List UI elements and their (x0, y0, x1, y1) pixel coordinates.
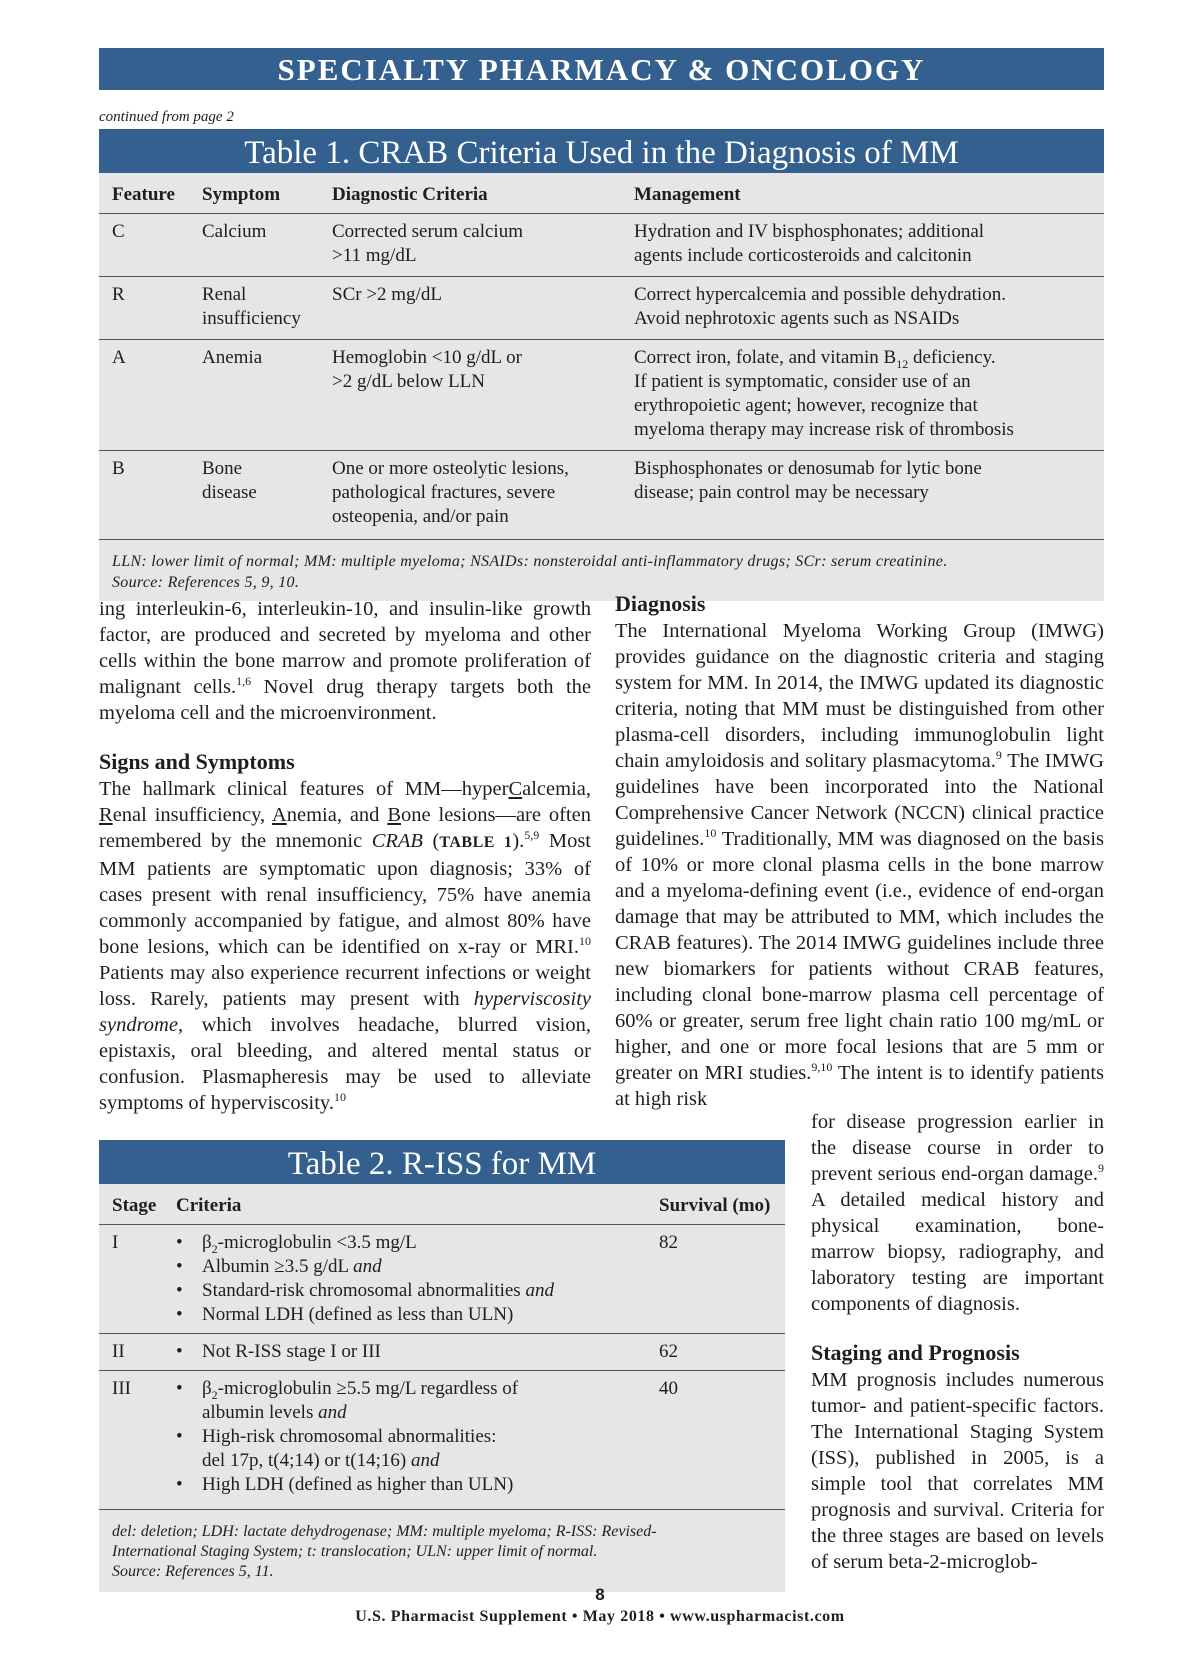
table-2-footnote: del: deletion; LDH: lactate dehydrogenase; MM: multiple myeloma; R-ISS: Revised- International Staging System; t: translocation; ULN: upper limit of normal. Source: References 5, 11. (99, 1509, 785, 1592)
header-criteria: Criteria (176, 1184, 659, 1225)
survival-cell: 62 (659, 1334, 785, 1371)
feature-cell: B (112, 458, 125, 479)
table-row (99, 340, 1104, 451)
table-row (99, 451, 1104, 540)
header-management: Management (634, 173, 1104, 214)
feature-cell: R (99, 277, 202, 340)
criteria-cell: One or more osteolytic lesions, pathological fractures, severe osteopenia, and/or pain (332, 458, 569, 527)
survival-cell: 40 (659, 1378, 678, 1399)
paragraph: The hallmark clinical features of MM—hyperCalcemia, Renal insufficiency, Anemia, and Bone lesions—are often remembered by the mnemonic CRAB (TABLE 1).$^{5,9}$ Most MM patients are symptomatic upon diagnosis; 33% of cases present with renal insufficiency, 75% have anemia commonly accompanied by fatigue, and almost 80% have bone lesions, which can be identified on x-ray or MRI.$^{10}$ Patients may also experience recurrent infections or weight loss. Rarely, patients may present with hyperviscosity syndrome, which involves headache, blurred vision, epistaxis, oral bleeding, and altered mental status or confusion. Plasmapheresis may be used to alleviate symptoms of hyperviscosity.$^{10}$ (99, 778, 591, 1114)
table-2-header-row (99, 1184, 785, 1225)
header-criteria: Diagnostic Criteria (332, 173, 634, 214)
header-stage: Stage (99, 1184, 176, 1225)
table-1-header-row (99, 173, 1104, 214)
criteria-cell: SCr >2 mg/dL (332, 277, 634, 340)
header-feature: Feature (99, 173, 202, 214)
continued-note: continued from page 2 (99, 109, 234, 125)
criteria-cell: Hemoglobin <10 g/dL or >2 g/dL below LLN (332, 340, 634, 451)
section-heading-staging: Staging and Prognosis (811, 1340, 1020, 1365)
management-cell: Correct hypercalcemia and possible dehydration. Avoid nephrotoxic agents such as NSAIDs (634, 277, 1104, 340)
symptom-cell: Bone disease (202, 458, 257, 503)
symptom-cell: Renal insufficiency (202, 277, 332, 340)
criteria-cell: • Not R-ISS stage I or III (176, 1334, 659, 1371)
survival-cell: 82 (659, 1225, 785, 1334)
table-1-reference: TABLE 1 (439, 834, 513, 851)
stage-cell: I (99, 1225, 176, 1334)
table-2-title: Table 2. R-ISS for MM (99, 1140, 785, 1184)
page-number: 8 (595, 1585, 605, 1604)
management-cell: Bisphosphonates or denosumab for lytic bone disease; pain control may be necessary (634, 458, 982, 503)
paragraph: ing interleukin-6, interleukin-10, and insulin-like growth factor, are produced and secreted by myeloma and other cells within the bone marrow and promote proliferation of malignant cells.$^{1,6}$ Novel drug therapy targets both the myeloma cell and the microenvironment. (99, 598, 591, 724)
symptom-cell: Anemia (202, 340, 332, 451)
management-cell: Correct iron, folate, and vitamin $B_{12}$ deficiency. If patient is symptomatic, consider use of an erythropoietic agent; however, recognize that myeloma therapy may increase risk of thrombosis (634, 340, 1104, 451)
stage-cell: III (112, 1378, 131, 1399)
symptom-cell: Calcium (202, 214, 332, 277)
paragraph: MM prognosis includes numerous tumor- and patient-specific factors. The International Staging System (ISS), published in 2005, is a simple tool that correlates MM prognosis and survival. Criteria for the three stages are based on levels of serum beta-2-microglob- (811, 1369, 1104, 1573)
right-column-lower (811, 1109, 1104, 1575)
stage-cell: II (99, 1334, 176, 1371)
table-1-grid (99, 173, 1104, 539)
table-row (99, 1334, 785, 1371)
left-column (99, 596, 591, 1116)
page-footer: U.S. Pharmacist Supplement • May 2018 • www.uspharmacist.com (355, 1608, 845, 1625)
table-1-title: Table 1. CRAB Criteria Used in the Diagnosis of MM (99, 129, 1104, 173)
criteria-cell: • $\beta_2$-microglobulin ≥5.5 mg/L regardless of albumin levels and • High-risk chromosomal abnormalities: del 17p, t(4;14) or t(14;16) and • High LDH (defined as higher than ULN) (176, 1371, 659, 1510)
section-heading-diagnosis: Diagnosis (615, 591, 706, 616)
paragraph: for disease progression earlier in the disease course in order to prevent serious end-organ damage.$^9$ A detailed medical history and physical examination, bone-marrow biopsy, radiography, and laboratory testing are important components of diagnosis. (811, 1111, 1104, 1315)
table-row (99, 1225, 785, 1334)
table-2-grid (99, 1184, 785, 1509)
table-2 (99, 1140, 785, 1592)
header-symptom: Symptom (202, 173, 332, 214)
table-1-footnote: LLN: lower limit of normal; MM: multiple myeloma; NSAIDs: nonsteroidal anti-inflammatory drugs; SCr: serum creatinine. Source: References 5, 9, 10. (99, 539, 1104, 601)
criteria-cell: Corrected serum calcium >11 mg/dL (332, 214, 634, 277)
table-row (99, 277, 1104, 340)
right-column (615, 590, 1104, 1112)
feature-cell: C (99, 214, 202, 277)
paragraph: The International Myeloma Working Group (IMWG) provides guidance on the diagnostic criteria and staging system for MM. In 2014, the IMWG updated its diagnostic criteria, noting that MM must be distinguished from other plasma-cell disorders, including immunoglobulin light chain amyloidosis and solitary plasmacytoma.$^9$ The IMWG guidelines have been incorporated into the National Comprehensive Cancer Network (NCCN) clinical practice guidelines.$^{10}$ Traditionally, MM was diagnosed on the basis of 10% or more clonal plasma cells in the bone marrow and a myeloma-defining event (i.e., evidence of end-organ damage that may be attributed to MM, which includes the CRAB features). The 2014 IMWG guidelines include three new biomarkers for patients without CRAB features, including clonal bone-marrow plasma cell percentage of 60% or greater, serum free light chain ratio 100 mg/mL or higher, and one or more focal lesions that are 5 mm or greater on MRI studies.$^{9,10}$ The intent is to identify patients at high risk (615, 620, 1104, 1110)
table-row (99, 214, 1104, 277)
section-heading-signs: Signs and Symptoms (99, 749, 295, 774)
table-1 (99, 129, 1104, 601)
criteria-cell: • $\beta_2$-microglobulin <3.5 mg/L • Albumin ≥3.5 g/dL and • Standard-risk chromosomal abnormalities and • Normal LDH (defined as less than ULN) (176, 1225, 659, 1334)
management-cell: Hydration and IV bisphosphonates; additional agents include corticosteroids and calcitonin (634, 214, 1104, 277)
feature-cell: A (99, 340, 202, 451)
header-survival: Survival (mo) (659, 1184, 785, 1225)
table-row (99, 1371, 785, 1510)
section-banner: SPECIALTY PHARMACY & ONCOLOGY (99, 48, 1104, 90)
